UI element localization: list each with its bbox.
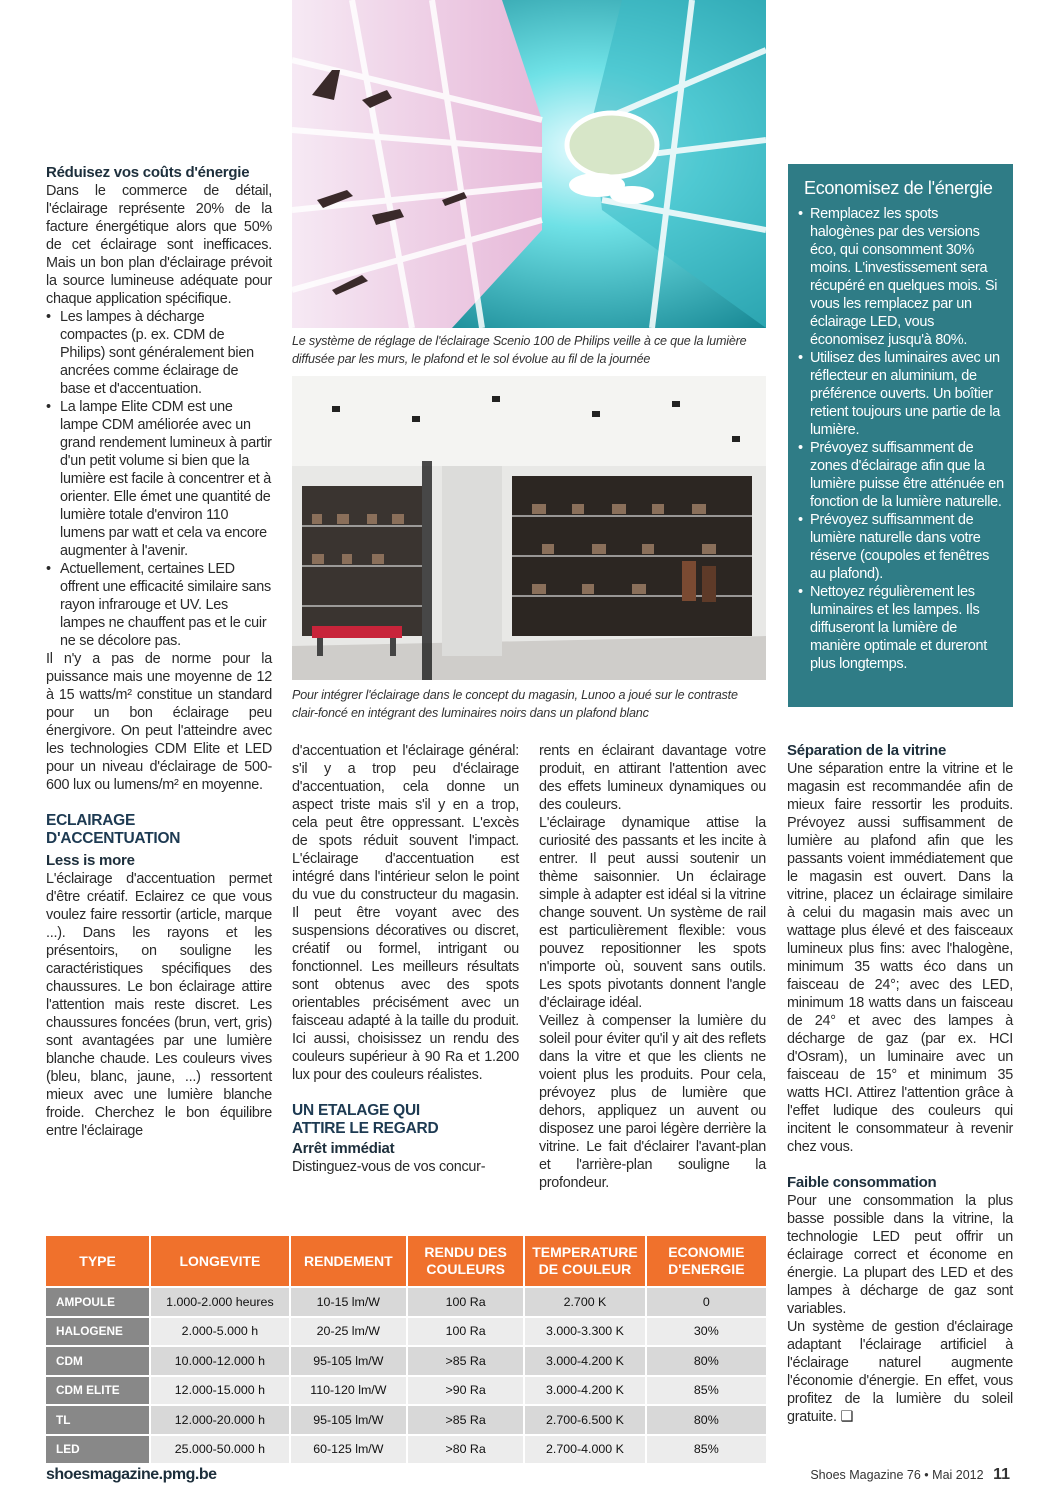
table-row — [46, 1287, 767, 1317]
header-lifetime: LONGEVITE — [150, 1236, 290, 1287]
energy-tip: • Remplacez les spots halogènes par des versions éco, qui consomment 30% moins. L'investissement sera récupéré en quelques mois. Si vous les remplacez par un éclairage LED, vous économisez jusqu'à 80%. — [804, 205, 1005, 349]
paragraph-power-norm: Il n'y a pas de norme pour la puissance mais une moyenne de 12 à 15 watts/m² constitue un standard pour un bon éclairage peu énergivore. On peut l'atteindre avec les technologies CDM Elite et LED pour un niveau d'éclairage de 500-600 lux ou lumens/m² en moyenne. — [46, 651, 272, 793]
cell-color-rendering: >85 Ra — [407, 1405, 524, 1435]
cell-energy-saving: 80% — [646, 1405, 767, 1435]
energy-tip: • Prévoyez suffisamment de zones d'éclairage afin que la lumière puisse être atténuée en fonction de la lumière naturelle. — [804, 439, 1005, 511]
cell-type: AMPOULE — [46, 1287, 150, 1317]
header-energy-saving: ECONOMIE D'ENERGIE — [646, 1236, 767, 1287]
photo-scenio-gallery — [292, 0, 766, 328]
cell-type: TL — [46, 1405, 150, 1435]
cell-color-temperature: 3.000-4.200 K — [524, 1346, 645, 1376]
cell-color-rendering: 100 Ra — [407, 1317, 524, 1347]
paragraph-led-window: Pour une consommation la plus basse possible dans la vitrine, la technologie LED peut offrir un éclairage correct et économe en énergie. La plupart des LED et des lampes à décharge de gaz sont variables. — [787, 1193, 1013, 1317]
footer-issue-text: Shoes Magazine 76 • Mai 2012 — [810, 1468, 984, 1482]
column-2 — [292, 742, 519, 1176]
footer-issue — [810, 1466, 1010, 1484]
photo-scenio-illustration — [292, 0, 766, 328]
cell-efficiency: 95-105 lm/W — [290, 1405, 407, 1435]
energy-tip: • Prévoyez suffisamment de lumière naturelle dans votre réserve (coupoles et fenêtres au plafond). — [804, 511, 1005, 583]
paragraph-sunlight: Veillez à compenser la lumière du soleil pour éviter qu'il y ait des reflets dans la vitre et que les clients ne voient plus les produits. Pour cela, prévoyez plus de lumière que dehors, appliquez un auvent ou disposez une paroi légère derrière la vitrine. Le fait d'éclairer l'avant-plan et l'arrière-plan souligne la profondeur. — [539, 1013, 766, 1191]
cell-lifetime: 2.000-5.000 h — [150, 1317, 290, 1347]
page-number: 11 — [993, 1466, 1010, 1483]
cell-color-temperature: 2.700-6.500 K — [524, 1405, 645, 1435]
paragraph-dynamic-lighting: L'éclairage dynamique attise la curiosité des passants et les incite à entrer. Il peut aussi soutenir un thème saisonnier. Un éclairage simple à adapter est idéal si la vitrine change souvent. Un système de rail est particulièrement flexible: vous pouvez repositionner les spots n'importe où, souvent sans outils. Les spots pivotants donnent l'angle d'éclairage idéal. — [539, 815, 766, 1011]
lamp-bullet-list — [46, 308, 272, 650]
photo-lunoo-store — [292, 376, 766, 680]
energy-tip: • Nettoyez régulièrement les luminaires et les lampes. Ils diffuseront la lumière de manière optimale et dureront plus longtemps. — [804, 583, 1005, 673]
heading-eye-catching-display: UN ETALAGE QUI ATTIRE LE REGARD — [292, 1102, 439, 1137]
paragraph-stand-out: Distinguez-vous de vos concur- — [292, 1159, 486, 1175]
cell-color-rendering: >85 Ra — [407, 1346, 524, 1376]
table-row — [46, 1405, 767, 1435]
cell-color-temperature: 3.000-4.200 K — [524, 1376, 645, 1406]
cell-color-rendering: >90 Ra — [407, 1376, 524, 1406]
energy-tip: • Utilisez des luminaires avec un réflecteur en aluminium, de préférence ouverts. Un boîtier retient toujours une partie de la lumière. — [804, 349, 1005, 439]
cell-color-temperature: 2.700 K — [524, 1287, 645, 1317]
cell-energy-saving: 30% — [646, 1317, 767, 1347]
cell-color-rendering: 100 Ra — [407, 1287, 524, 1317]
energy-saving-box — [788, 164, 1013, 707]
energy-tips-list — [788, 205, 1013, 673]
paragraph-competitors: rents en éclairant davantage votre produit, en attirant l'attention avec des effets lumineux dynamiques ou des couleurs. — [539, 743, 766, 813]
cell-efficiency: 10-15 lm/W — [290, 1287, 407, 1317]
table-row — [46, 1376, 767, 1406]
end-mark: ❑ — [840, 1409, 854, 1425]
heading-accent-lighting: ECLAIRAGE D'ACCENTUATION — [46, 812, 181, 847]
table-row — [46, 1346, 767, 1376]
cell-color-temperature: 3.000-3.300 K — [524, 1317, 645, 1347]
cell-lifetime: 25.000-50.000 h — [150, 1435, 290, 1465]
cell-efficiency: 60-125 lm/W — [290, 1435, 407, 1465]
paragraph-accent-continued: d'accentuation et l'éclairage général: s'il y a trop peu d'éclairage d'accentuation, cela donne un aspect triste mais s'il y en a trop, cela peut être oppressant. L'excès de spots réduit souvent l'impact. L'éclairage d'accentuation est intégré dans l'intérieur selon le point du vue du constructeur du magasin. Il peut être voyant avec des suspensions décoratives ou discret, créatif ou formel, intrigant ou fonctionnel. Les meilleurs résultats sont obtenus avec des spots orientables précisément avec un faisceau adapté à la taille du produit. Ici aussi, choisissez un rendu des couleurs supérieur à 90 Ra et 1.200 lux pour des couleurs réalistes. — [292, 743, 519, 1083]
column-4 — [787, 742, 1013, 1426]
bullet-item: • Actuellement, certaines LED offrent une efficacité similaire sans rayon infrarouge et UV. Les lampes ne chauffent pas et le cuir ne se décolore pas. — [56, 560, 272, 650]
cell-type: CDM ELITE — [46, 1376, 150, 1406]
column-1 — [46, 164, 272, 1140]
cell-type: HALOGENE — [46, 1317, 150, 1347]
cell-energy-saving: 0 — [646, 1287, 767, 1317]
paragraph-accent-lighting: L'éclairage d'accentuation permet d'être créatif. Eclairez ce que vous voulez faire ressortir (article, marque ...). Dans les rayons et les présentoirs, on souligne les caractéristiques spécifiques des chaussures. Le bon éclairage attire l'attention mais reste discret. Les chaussures foncées (brun, vert, gris) sont avantagées par une lumière blanche chaude. Les couleurs vives (bleu, blanc, jaune, ...) ressortent mieux avec une lumière blanche froide. Cherchez le bon équilibre entre l'éclairage — [46, 871, 272, 1139]
management-text: Un système de gestion d'éclairage adaptant l'éclairage artificiel à l'éclairage naturel augmente l'économie d'énergie. En effet, vous profitez de la lumière du soleil gratuite. — [787, 1319, 1013, 1425]
header-color-rendering: RENDU DES COULEURS — [407, 1236, 524, 1287]
subheading-window-separation: Séparation de la vitrine — [787, 742, 947, 759]
cell-lifetime: 12.000-20.000 h — [150, 1405, 290, 1435]
cell-efficiency: 110-120 lm/W — [290, 1376, 407, 1406]
subheading-low-consumption: Faible consommation — [787, 1174, 937, 1191]
cell-efficiency: 20-25 lm/W — [290, 1317, 407, 1347]
cell-energy-saving: 85% — [646, 1435, 767, 1465]
table-row — [46, 1435, 767, 1465]
caption-photo-2: Pour intégrer l'éclairage dans le concept du magasin, Lunoo a joué sur le contraste clair-foncé en intégrant des luminaires noirs dans un plafond blanc — [292, 688, 738, 720]
subheading-less-is-more: Less is more — [46, 852, 135, 869]
caption-photo-1: Le système de réglage de l'éclairage Scenio 100 de Philips veille à ce que la lumière diffusée par les murs, le plafond et le sol évolue au fil de la journée — [292, 334, 747, 366]
header-color-temperature: TEMPERATURE DE COULEUR — [524, 1236, 645, 1287]
cell-color-rendering: >80 Ra — [407, 1435, 524, 1465]
subheading-reduce-costs: Réduisez vos coûts d'énergie — [46, 164, 250, 181]
cell-energy-saving: 80% — [646, 1346, 767, 1376]
table-header-row — [46, 1236, 767, 1287]
cell-type: LED — [46, 1435, 150, 1465]
column-3 — [539, 742, 766, 1192]
cell-efficiency: 95-105 lm/W — [290, 1346, 407, 1376]
cell-energy-saving: 85% — [646, 1376, 767, 1406]
cell-lifetime: 1.000-2.000 heures — [150, 1287, 290, 1317]
paragraph-management-system — [787, 1318, 1013, 1426]
cell-color-temperature: 2.700-4.000 K — [524, 1435, 645, 1465]
cell-lifetime: 12.000-15.000 h — [150, 1376, 290, 1406]
subheading-immediate-stop: Arrêt immédiat — [292, 1140, 395, 1157]
paragraph-window-separation: Une séparation entre la vitrine et le magasin est recommandée afin de mieux faire ressortir les produits. Prévoyez aussi suffisamment de lumière au plafond afin que les passants voient immédiatement que le magasin est ouvert. Dans la vitrine, placez un éclairage similaire à celui du magasin mais avec un wattage plus élevé et des faisceaux lumineux plus fins: avec l'halogène, minimum 35 watts éco dans un faisceau de 24°; avec des LED, minimum 18 watts dans un faisceau de 24° et avec des lampes à décharge de gaz (par ex. HCI d'Osram), un luminaire avec un faisceau de 15° et minimum 35 watts HCI. Attirez l'attention grâce à l'effet ludique des couleurs qui incitent le consommateur à revenir chez vous. — [787, 761, 1013, 1155]
photo-lunoo-illustration — [292, 376, 766, 680]
energy-box-title: Economisez de l'énergie — [804, 178, 993, 198]
bullet-item: • Les lampes à décharge compactes (p. ex. CDM de Philips) sont généralement bien ancrées comme éclairage de base et d'accentuation. — [56, 308, 272, 398]
lamp-comparison-table — [46, 1236, 768, 1465]
footer-site-link[interactable]: shoesmagazine.pmg.be — [46, 1466, 217, 1483]
table-row — [46, 1317, 767, 1347]
header-efficiency: RENDEMENT — [290, 1236, 407, 1287]
header-type: TYPE — [46, 1236, 150, 1287]
paragraph-retail-lighting: Dans le commerce de détail, l'éclairage représente 20% de la facture énergétique alors que 50% de cet éclairage sont inefficaces. Mais un bon plan d'éclairage prévoit la source lumineuse adéquate pour chaque application spécifique. — [46, 183, 272, 307]
bullet-item: • La lampe Elite CDM est une lampe CDM améliorée avec un grand rendement lumineux à partir d'un petit volume si bien que la lumière est facile à concentrer et à orienter. Elle émet une quantité de lumière totale d'environ 110 lumens par watt et cela va encore augmenter à l'avenir. — [56, 398, 272, 560]
cell-type: CDM — [46, 1346, 150, 1376]
cell-lifetime: 10.000-12.000 h — [150, 1346, 290, 1376]
